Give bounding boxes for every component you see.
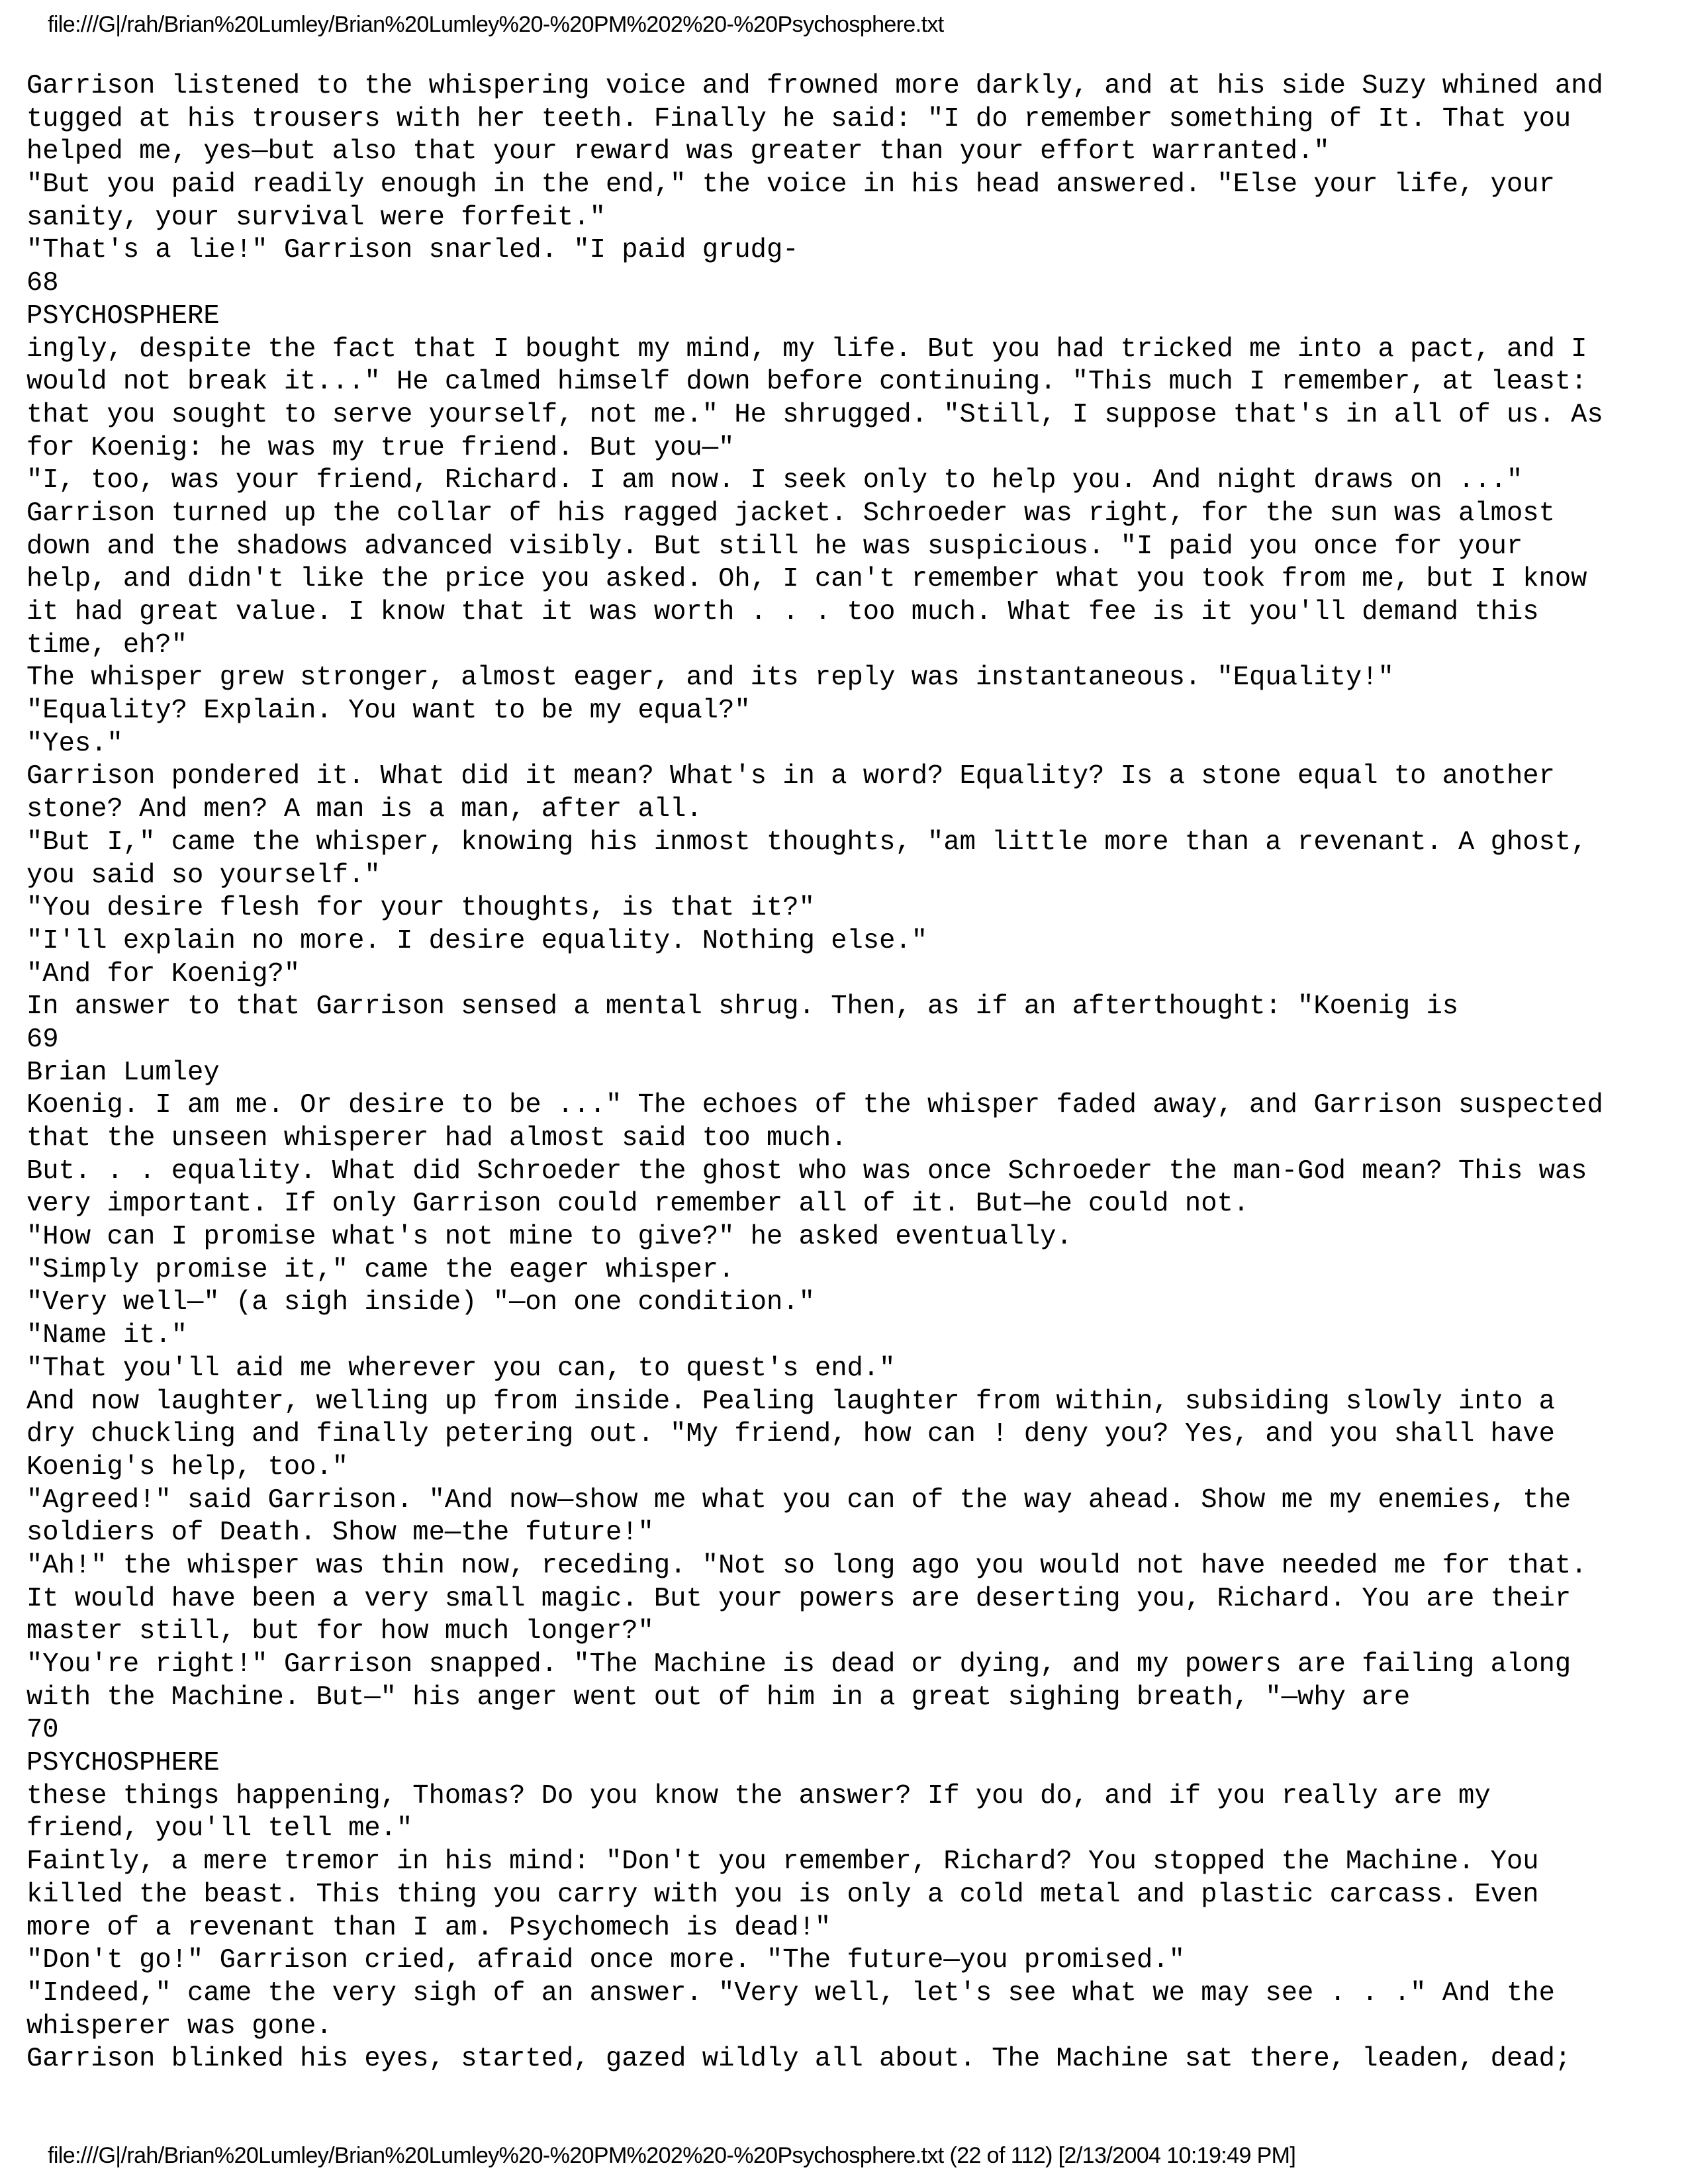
text-line: Garrison blinked his eyes, started, gazed wildly all about. The Machine sat there, leaden, dead; [26, 2044, 1571, 2075]
text-line: more of a revenant than I am. Psychomech is dead!" [26, 1912, 831, 1943]
text-line: Garrison listened to the whispering voice and frowned more darkly, and at his side Suzy whined and [26, 71, 1603, 101]
text-line: would not break it..." He calmed himself down before continuing. "This much I remember, at least: [26, 367, 1587, 398]
text-line: killed the beast. This thing you carry with you is only a cold metal and plastic carcass. Even [26, 1879, 1539, 1910]
header-file-path: file:///G|/rah/Brian%20Lumley/Brian%20Lumley%20-%20PM%202%20-%20Psychosphere.txt [48, 12, 944, 37]
text-line: "Indeed," came the very sigh of an answer. "Very well, let's see what we may see . . ." And the [26, 1978, 1555, 2009]
text-line: "Very well—" (a sigh inside) "—on one condition." [26, 1287, 815, 1318]
text-line: friend, you'll tell me." [26, 1813, 413, 1844]
text-line: "But I," came the whisper, knowing his inmost thoughts, "am little more than a revenant. A ghost, [26, 827, 1587, 858]
text-line: PSYCHOSPHERE [26, 1748, 220, 1779]
text-line: "And for Koenig?" [26, 958, 301, 989]
text-line: that the unseen whisperer had almost said too much. [26, 1123, 847, 1154]
text-line: dry chuckling and finally petering out. "My friend, how can ! deny you? Yes, and you shall have [26, 1419, 1555, 1450]
text-line: tugged at his trousers with her teeth. Finally he said: "I do remember something of It. That you [26, 103, 1571, 134]
text-line: very important. If only Garrison could remember all of it. But—he could not. [26, 1189, 1250, 1220]
text-line: stone? And men? A man is a man, after all. [26, 794, 702, 825]
text-line: "You desire flesh for your thoughts, is that it?" [26, 893, 815, 924]
text-line: "But you paid readily enough in the end," the voice in his head answered. "Else your life, your [26, 169, 1555, 201]
text-line: "Ah!" the whisper was thin now, receding. "Not so long ago you would not have needed me for that. [26, 1550, 1587, 1581]
text-line: 68 [26, 268, 59, 299]
text-line: "How can I promise what's not mine to give?" he asked eventually. [26, 1222, 1072, 1253]
text-line: But. . . equality. What did Schroeder the ghost who was once Schroeder the man-God mean? This was [26, 1156, 1587, 1187]
text-line: Koenig. I am me. Or desire to be ..." The echoes of the whisper faded away, and Garrison suspected [26, 1090, 1603, 1121]
text-line: And now laughter, welling up from inside. Pealing laughter from within, subsiding slowly into a [26, 1386, 1555, 1417]
text-line: it had great value. I know that it was worth . . . too much. What fee is it you'll demand this [26, 597, 1539, 627]
text-line: ingly, despite the fact that I bought my mind, my life. But you had tricked me into a pact, and I [26, 334, 1587, 365]
text-line: whisperer was gone. [26, 2011, 332, 2042]
text-line: "Equality? Explain. You want to be my equal?" [26, 696, 751, 727]
text-line: 69 [26, 1024, 59, 1055]
text-line: "Name it." [26, 1320, 188, 1351]
text-line: down and the shadows advanced visibly. But still he was suspicious. "I paid you once for your [26, 531, 1523, 562]
text-line: "That you'll aid me wherever you can, to quest's end." [26, 1353, 896, 1384]
text-line: help, and didn't like the price you asked. Oh, I can't remember what you took from me, but I know [26, 564, 1587, 595]
text-line: "Simply promise it," came the eager whisper. [26, 1254, 735, 1285]
text-line: these things happening, Thomas? Do you know the answer? If you do, and if you really are my [26, 1780, 1491, 1811]
text-line: Garrison turned up the collar of his ragged jacket. Schroeder was right, for the sun was almost [26, 498, 1555, 529]
text-line: The whisper grew stronger, almost eager, and its reply was instantaneous. "Equality!" [26, 662, 1394, 694]
footer-file-path: file:///G|/rah/Brian%20Lumley/Brian%20Lumley%20-%20PM%202%20-%20Psychosphere.txt (22 of 112) [2/13/2004 10:19:49 PM] [48, 2143, 1296, 2168]
text-line: that you sought to serve yourself, not me." He shrugged. "Still, I suppose that's in all of us. As [26, 399, 1603, 430]
text-line: Koenig's help, too." [26, 1451, 349, 1482]
text-line: time, eh?" [26, 629, 188, 660]
text-line: "Don't go!" Garrison cried, afraid once more. "The future—you promised." [26, 1945, 1185, 1976]
text-line: Faintly, a mere tremor in his mind: "Don't you remember, Richard? You stopped the Machine. You [26, 1846, 1539, 1878]
text-line: you said so yourself." [26, 860, 381, 891]
text-line: "I'll explain no more. I desire equality. Nothing else." [26, 925, 928, 956]
text-line: Garrison pondered it. What did it mean? What's in a word? Equality? Is a stone equal to another [26, 761, 1555, 792]
text-line: master still, but for how much longer?" [26, 1616, 654, 1647]
document-body [26, 70, 1662, 2076]
text-line: "Yes." [26, 728, 123, 759]
text-line: PSYCHOSPHERE [26, 300, 220, 332]
text-line: 70 [26, 1715, 59, 1746]
text-line: "Agreed!" said Garrison. "And now—show me what you can of the way ahead. Show me my enemies, the [26, 1484, 1571, 1516]
text-line: "I, too, was your friend, Richard. I am now. I seek only to help you. And night draws on ..." [26, 465, 1523, 496]
text-line: for Koenig: he was my true friend. But you—" [26, 432, 735, 463]
text-line: soldiers of Death. Show me—the future!" [26, 1518, 654, 1549]
text-line: helped me, yes—but also that your reward was greater than your effort warranted." [26, 136, 1330, 167]
text-line: In answer to that Garrison sensed a mental shrug. Then, as if an afterthought: "Koenig is [26, 991, 1459, 1023]
text-line: with the Machine. But—" his anger went out of him in a great sighing breath, "—why are [26, 1682, 1411, 1713]
text-line: It would have been a very small magic. But your powers are deserting you, Richard. You are their [26, 1583, 1571, 1614]
text-line: "You're right!" Garrison snapped. "The Machine is dead or dying, and my powers are failing along [26, 1649, 1571, 1680]
text-line: sanity, your survival were forfeit." [26, 202, 606, 233]
text-line: Brian Lumley [26, 1057, 220, 1088]
text-line: "That's a lie!" Garrison snarled. "I paid grudg- [26, 235, 799, 266]
